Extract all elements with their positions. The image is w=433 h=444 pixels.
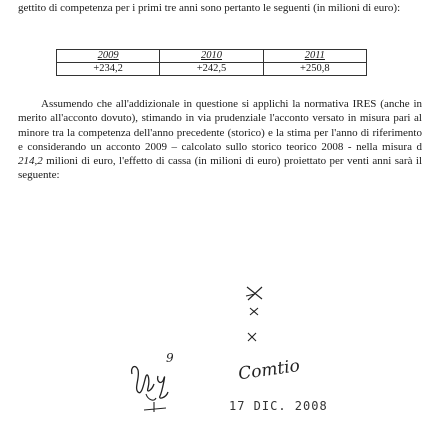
table-value-row: [57, 63, 367, 76]
date-stamp: 17 DIC. 2008: [229, 399, 328, 413]
signature-right: [236, 355, 302, 385]
cross-marks: [240, 282, 270, 344]
intro-paragraph: gettito di competenza per i primi tre anni sono pertanto le seguenti (in milioni di euro):: [18, 2, 401, 14]
revenue-table: [56, 49, 367, 76]
acconto-amount: 214,2: [18, 155, 43, 168]
value-cell: +250,8: [263, 63, 366, 76]
signature-right-text: Comtio: [237, 355, 302, 385]
year-cell: 2010: [160, 50, 263, 63]
body-text-after: milioni di euro, l'effetto di cassa (in milioni di euro) proiettato per venti anni sarà il seguente:: [18, 155, 422, 182]
table-header-row: [57, 50, 367, 63]
handwritten-number: 9: [166, 351, 174, 365]
body-text-before: Assumendo che all'addizionale in questione si applichi la normativa IRES (anche in merito all'acconto dovuto), stimando in via prudenziale l'acconto versato in misura pari al minore tra la competenza dell'anno precedente (storico) e la stima per l'anno di riferimento e considerando un acconto 2009 – calcolato sullo storico teorico 2008 - nella misura d: [18, 98, 422, 153]
value-cell: +242,5: [160, 63, 263, 76]
signature-left: [126, 352, 186, 414]
body-paragraph: [18, 97, 422, 183]
value-cell: +234,2: [57, 63, 160, 76]
year-cell: 2011: [263, 50, 366, 63]
year-cell: 2009: [57, 50, 160, 63]
